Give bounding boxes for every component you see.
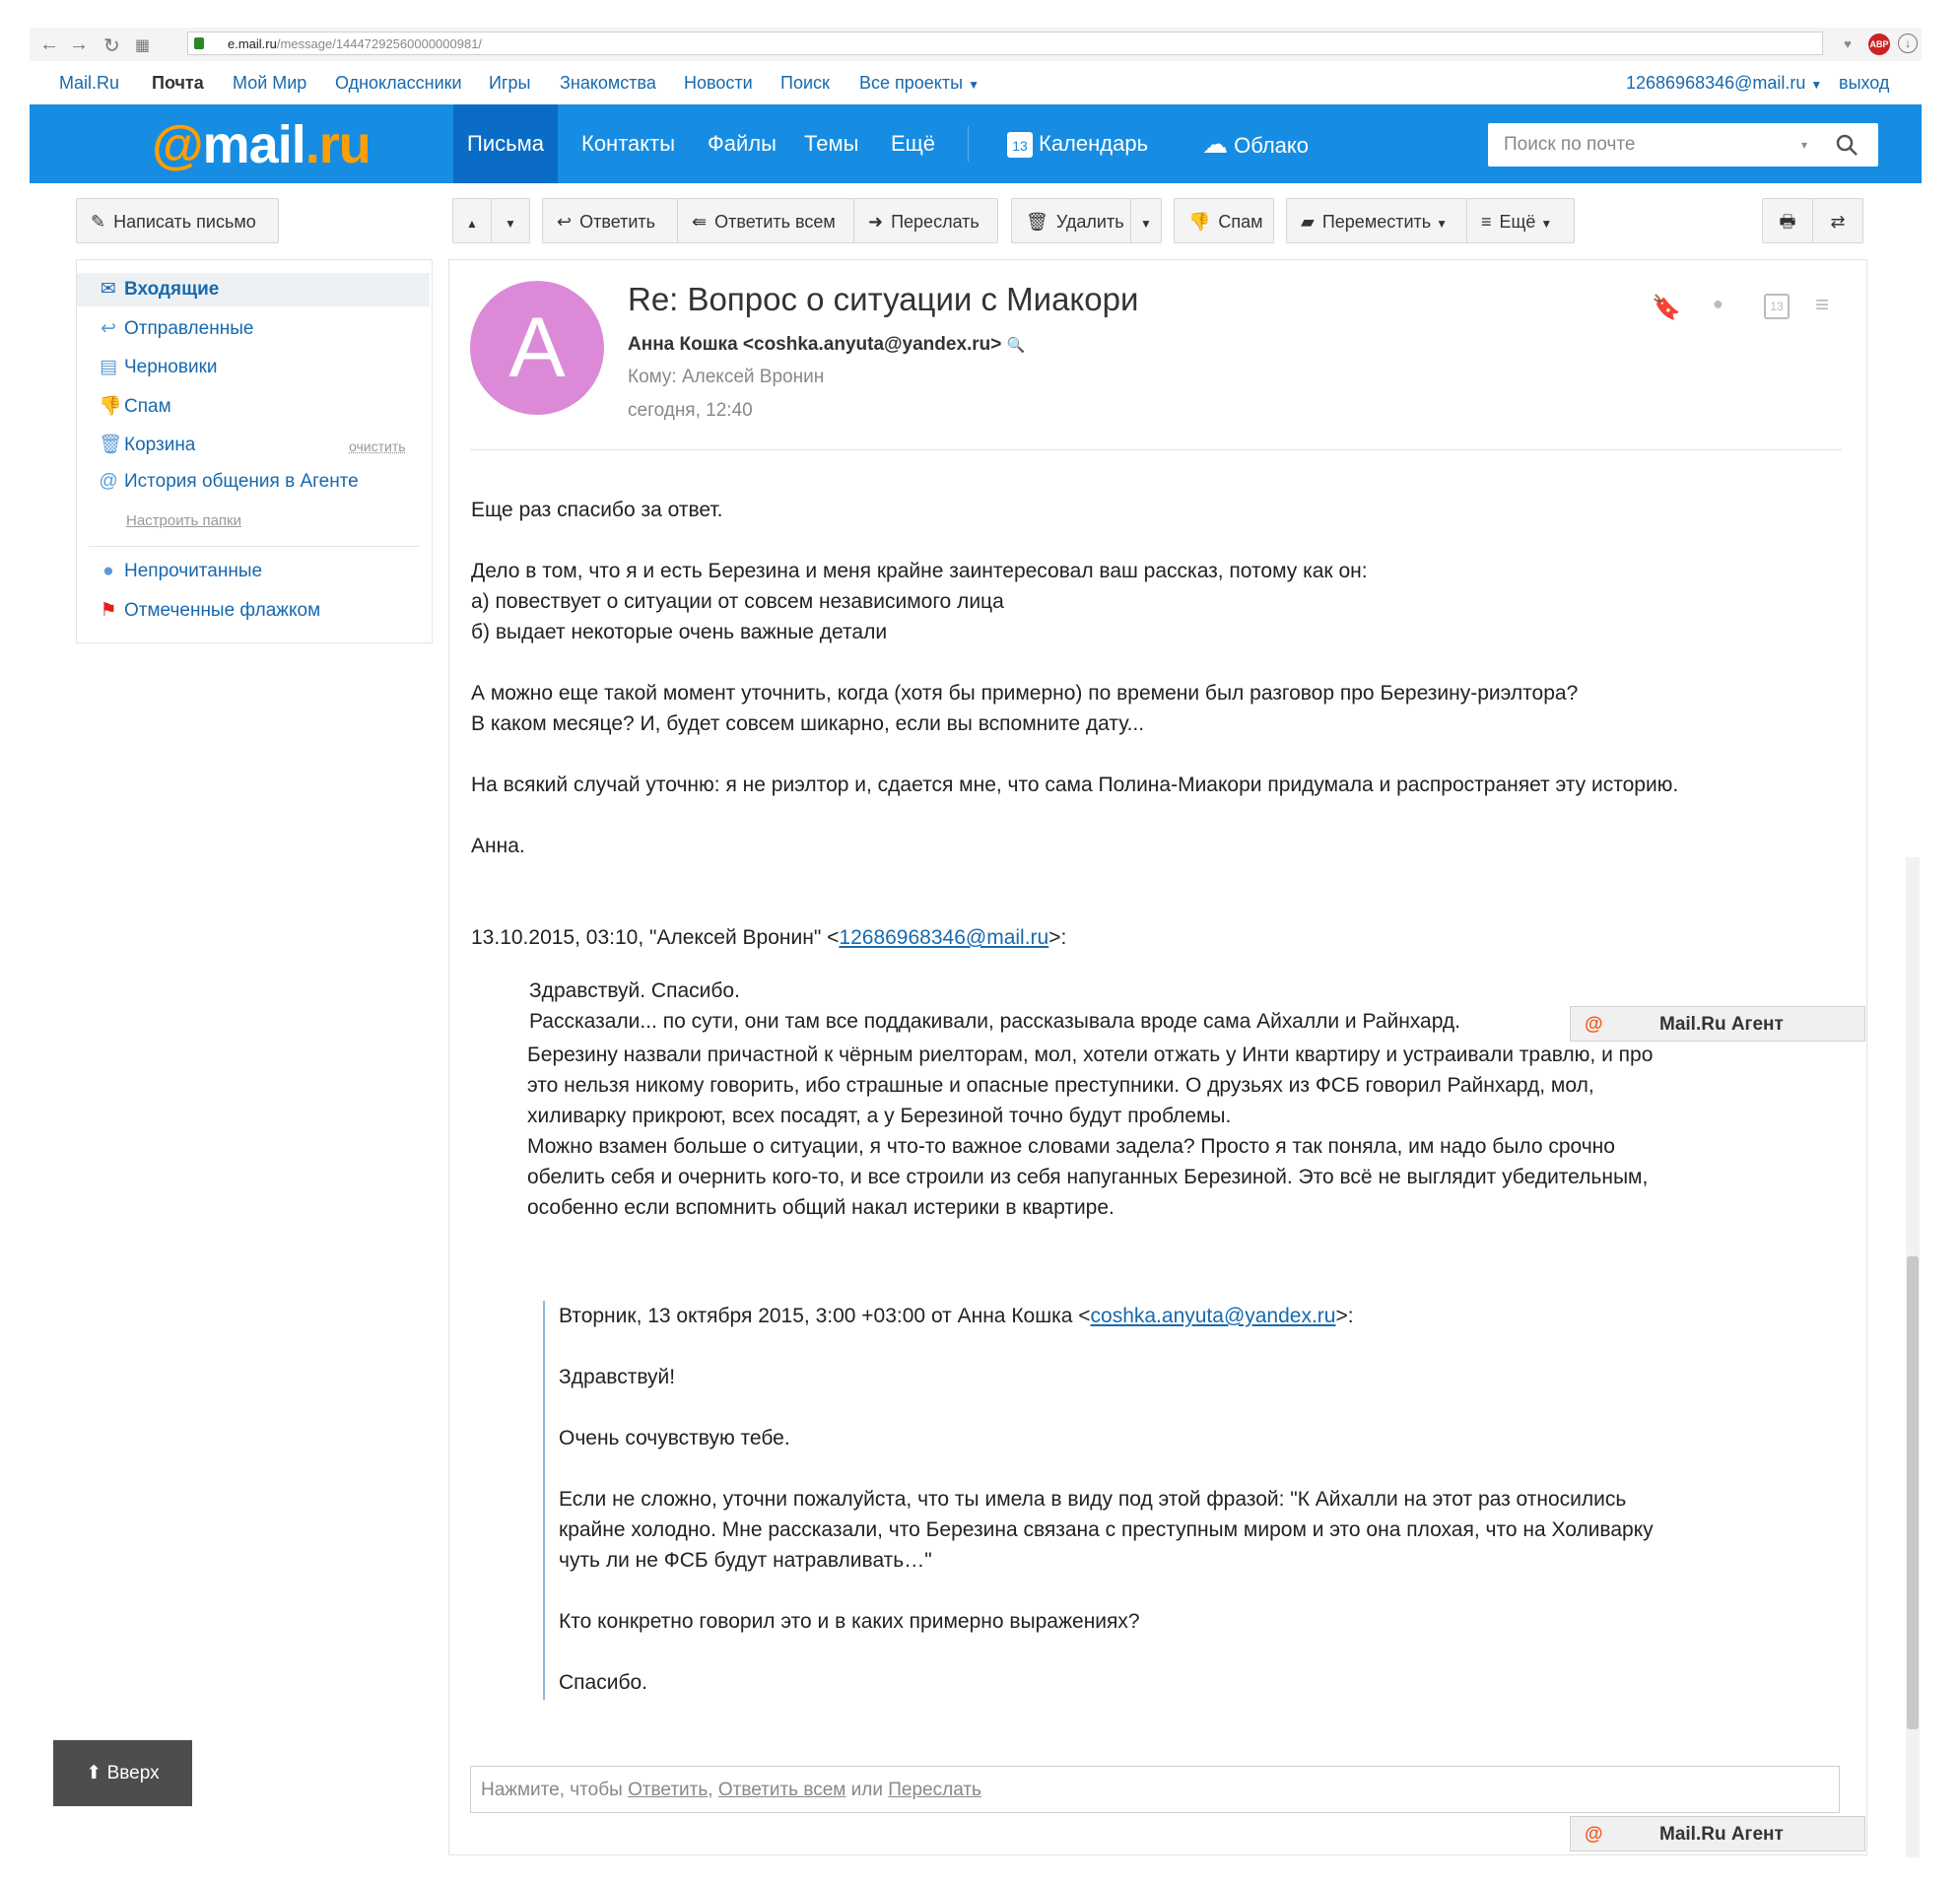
up-label: Вверх: [106, 1763, 160, 1784]
header-divider: [968, 126, 969, 162]
logo-mail: mail: [202, 115, 305, 174]
move-button[interactable]: [1286, 198, 1467, 243]
body-line: Анна.: [471, 835, 525, 857]
nav-faily[interactable]: Файлы: [708, 131, 777, 156]
portal-link-igry[interactable]: Игры: [489, 73, 531, 93]
chevron-down-icon: ▼: [1540, 217, 1553, 231]
logo-at: @: [152, 115, 203, 174]
calendar-icon: 13: [1007, 132, 1033, 158]
reply-all-label: Ответить всем: [714, 212, 836, 232]
delete-button[interactable]: [1011, 198, 1131, 243]
reply-label: Ответить: [579, 212, 656, 232]
reply-prefix: Нажмите, чтобы: [481, 1780, 623, 1800]
portal-link-mailru[interactable]: Mail.Ru: [59, 73, 120, 93]
body-line: На всякий случай уточню: я не риэлтор и, сдается мне, что сама Полина-Миакори придумала и распространяет эту историю.: [471, 774, 1679, 796]
search-placeholder: Поиск по почте: [1504, 134, 1636, 155]
delete-label: Удалить: [1055, 212, 1124, 232]
heart-icon[interactable]: ♥: [1844, 36, 1852, 51]
quote1-email-link[interactable]: 12686968346@mail.ru: [839, 926, 1049, 949]
clear-trash-link[interactable]: очистить: [349, 438, 406, 454]
portal-link-moy-mir[interactable]: Мой Мир: [233, 73, 307, 93]
nav-eshche[interactable]: Ещё: [891, 131, 936, 156]
quote2-line: крайне холодно. Мне рассказали, что Березина связана с преступным миром и это она плохая, что на Холиварку: [559, 1518, 1654, 1541]
filter-label: Непрочитанные: [124, 561, 263, 581]
quote1-line: Здравствуй. Спасибо.: [529, 979, 740, 1002]
body-line: В каком месяце? И, будет совсем шикарно, если вы вспомните дату...: [471, 712, 1145, 735]
portal-link-poisk[interactable]: Поиск: [780, 73, 830, 93]
agent-at-icon: @: [1585, 1014, 1603, 1035]
scrollbar-thumb[interactable]: [1907, 1256, 1919, 1729]
chevron-down-icon: ▼: [968, 78, 980, 92]
agent-label: Mail.Ru Агент: [1659, 1824, 1784, 1845]
folder-spam[interactable]: [99, 394, 171, 418]
envelope-icon: ✉: [101, 279, 116, 300]
folder-label: Черновики: [124, 357, 218, 377]
quote1-line: обелить себя и очернить кого-то, и все строили из себя напуганных Березиной. Это всё не выглядит убедительным,: [527, 1166, 1649, 1188]
compose-label: Написать письмо: [113, 212, 256, 232]
next-message-button[interactable]: [491, 198, 530, 243]
folder-agent-history[interactable]: [99, 471, 359, 493]
lock-icon: [194, 37, 204, 49]
portal-link-novosti[interactable]: Новости: [684, 73, 753, 93]
portal-bar: [30, 61, 1922, 104]
printer-icon: 🖶: [1779, 212, 1796, 232]
agent-widget[interactable]: [1570, 1006, 1865, 1042]
at-icon: @: [99, 471, 118, 492]
scroll-up-button[interactable]: [53, 1740, 192, 1806]
forward-button[interactable]: [853, 198, 998, 243]
configure-folders-link[interactable]: Настроить папки: [126, 512, 241, 529]
body-line: Дело в том, что я и есть Березина и меня крайне заинтересовал ваш рассказ, потому как он:: [471, 560, 1368, 582]
folder-label: Отправленные: [124, 318, 254, 339]
agent-widget[interactable]: [1570, 1816, 1865, 1851]
portal-link-odnoklassniki[interactable]: Одноклассники: [335, 73, 462, 93]
print-button[interactable]: [1762, 198, 1813, 243]
portal-link-pochta[interactable]: Почта: [152, 73, 204, 93]
chevron-down-icon: ▼: [1810, 78, 1823, 92]
logo-ru: .ru: [304, 115, 371, 174]
more-button[interactable]: [1466, 198, 1575, 243]
swap-icon: ⇄: [1830, 212, 1846, 232]
body-line: А можно еще такой момент уточнить, когда (хотя бы примерно) по времени был разговор про Березину-риэлтора?: [471, 682, 1579, 705]
chevron-down-icon: ▼: [1140, 217, 1152, 231]
body-line: б) выдает некоторые очень важные детали: [471, 621, 888, 643]
trash-icon: 🗑: [99, 435, 123, 455]
layout-toggle-button[interactable]: [1812, 198, 1863, 243]
quote2-line: Спасибо.: [559, 1671, 647, 1694]
agent-label: Mail.Ru Агент: [1659, 1014, 1784, 1035]
quote2-line: Очень сочувствую тебе.: [559, 1427, 790, 1449]
nav-temy[interactable]: Темы: [804, 131, 859, 156]
filter-flagged[interactable]: [99, 599, 320, 622]
trash-icon: 🗑: [1026, 212, 1048, 232]
calendar-icon[interactable]: 13: [1764, 294, 1790, 319]
reply-icon: ↩: [101, 318, 116, 339]
nav-cloud[interactable]: [1188, 104, 1322, 183]
sidebar-divider: [89, 546, 420, 547]
arrow-up-icon: ⬆: [86, 1763, 102, 1784]
reply-separator: ,: [708, 1780, 713, 1800]
portal-link-all-projects[interactable]: [859, 73, 980, 94]
sender-address: Анна Кошка <coshka.anyuta@yandex.ru>: [628, 334, 1002, 355]
menu-lines-icon[interactable]: ≡: [1815, 292, 1830, 318]
message-to: Кому: Алексей Вронин: [628, 367, 825, 387]
download-icon[interactable]: ↓: [1898, 34, 1918, 53]
quick-reply-box[interactable]: [470, 1766, 1840, 1813]
mail-header: [30, 104, 1922, 183]
magnifier-icon[interactable]: 🔍: [1006, 337, 1026, 354]
quote1-line: Березину назвали причастной к чёрным риелторам, мол, хотели отжать у Инти квартиру и устраивали травлю, и про: [527, 1043, 1654, 1066]
agent-at-icon: @: [1585, 1824, 1603, 1845]
nav-calendar[interactable]: [993, 104, 1162, 183]
quote2-header: [559, 1301, 1354, 1331]
reply-all-icon: ⇚: [692, 212, 708, 232]
folders-sidebar: [76, 259, 433, 643]
compose-button[interactable]: [76, 198, 279, 243]
quick-reply-all-link[interactable]: Ответить всем: [717, 1780, 846, 1800]
message-subject: Re: Вопрос о ситуации с Миакори: [628, 281, 1139, 317]
quote2-line: Если не сложно, уточни пожалуйста, что ты имела в виду под этой фразой: "К Айхалли на этот раз относились: [559, 1488, 1627, 1511]
folder-label: Спам: [124, 396, 171, 417]
thumbs-down-icon: 👎: [99, 396, 122, 417]
flag-icon: ⚑: [100, 600, 117, 621]
quote-header-text: 13.10.2015, 03:10, "Алексей Вронин" <: [471, 926, 840, 949]
menu-lines-icon: ≡: [1481, 212, 1492, 232]
adblock-icon[interactable]: ABP: [1868, 34, 1890, 55]
pencil-icon: ✎: [91, 212, 106, 232]
account-email: 12686968346@mail.ru: [1626, 73, 1806, 93]
message-date: сегодня, 12:40: [628, 400, 753, 421]
quote1-line: Рассказали... по сути, они там все поддакивали, рассказывала вроде сама Айхалли и Райнхард.: [529, 1010, 1461, 1033]
folder-label: Входящие: [124, 279, 220, 300]
quote1-line: хиливарку прикроют, всех посадят, а у Березиной точно будут проблемы.: [527, 1105, 1232, 1127]
all-projects-label: Все проекты: [859, 73, 964, 93]
arrow-up-icon: ▲: [466, 217, 478, 231]
folder-trash[interactable]: [99, 433, 195, 456]
account-menu[interactable]: [1626, 73, 1822, 94]
folder-icon: ▰: [1301, 212, 1315, 232]
quote2-line: Здравствуй!: [559, 1366, 676, 1388]
quick-forward-link[interactable]: Переслать: [888, 1780, 981, 1800]
filter-unread[interactable]: [99, 561, 262, 582]
url-path: /message/14447292560000000981/: [276, 36, 483, 51]
body-line: а) повествует о ситуации от совсем независимого лица: [471, 590, 1004, 613]
folder-drafts[interactable]: [99, 356, 218, 378]
spam-label: Спам: [1218, 212, 1263, 232]
folder-sent[interactable]: [99, 317, 253, 340]
quote1-line: особенно если вспомнить общий накал истерики в квартире.: [527, 1196, 1115, 1219]
chevron-down-icon[interactable]: ▾: [1801, 138, 1808, 152]
forward-arrow-icon[interactable]: →: [69, 34, 89, 55]
sender-avatar: А: [470, 281, 604, 415]
quote-bar: [543, 1301, 545, 1700]
quote1-header: [471, 922, 1066, 953]
mail-search-input[interactable]: [1488, 123, 1878, 167]
forward-icon: ➜: [868, 212, 884, 232]
quote-header-text: >:: [1335, 1305, 1354, 1327]
back-arrow-icon[interactable]: ←: [39, 34, 59, 55]
portal-link-znakomstva[interactable]: Знакомства: [560, 73, 656, 93]
quote2-line: чуть ли не ФСБ будут натравливать…": [559, 1549, 932, 1572]
forward-label: Переслать: [891, 212, 980, 232]
mailru-logo[interactable]: [152, 114, 371, 175]
reload-icon[interactable]: ↻: [103, 35, 120, 57]
bookmark-icon[interactable]: 🔖: [1652, 295, 1681, 321]
reply-icon: ↩: [557, 212, 573, 232]
message-from[interactable]: [628, 334, 1025, 356]
chevron-down-icon: ▼: [1436, 217, 1449, 231]
spam-button[interactable]: [1174, 198, 1274, 243]
dot-icon: ●: [102, 561, 114, 581]
nav-kontakty[interactable]: Контакты: [581, 131, 676, 156]
header-divider: [470, 449, 1842, 450]
nav-pisma[interactable]: Письма: [453, 104, 558, 183]
read-status-icon[interactable]: ●: [1713, 294, 1723, 313]
folder-inbox[interactable]: [77, 273, 430, 306]
reply-all-button[interactable]: [677, 198, 854, 243]
quote1-line: Можно взамен больше о ситуации, я что-то важное словами задела? Просто я так поняла, им надо было срочно: [527, 1135, 1615, 1158]
reply-or: или: [850, 1780, 883, 1800]
quote2-line: Кто конкретно говорил это и в каких примерно выражениях?: [559, 1610, 1140, 1633]
apps-grid-icon[interactable]: ▦: [135, 37, 151, 54]
cloud-label: Облако: [1234, 133, 1310, 158]
quote2-email-link[interactable]: coshka.anyuta@yandex.ru: [1090, 1305, 1336, 1327]
more-label: Ещё: [1499, 212, 1536, 232]
prev-message-button[interactable]: [452, 198, 492, 243]
calendar-label: Календарь: [1039, 131, 1149, 156]
delete-dropdown-button[interactable]: [1130, 198, 1162, 243]
quote-header-text: >:: [1048, 926, 1067, 949]
folder-label: История общения в Агенте: [124, 471, 359, 492]
quick-reply-link[interactable]: Ответить: [628, 1780, 709, 1800]
quote1-line: это нельзя никому говорить, ибо страшные и опасные преступники. О друзьях из ФСБ говорил Райнхард, мол,: [527, 1074, 1594, 1097]
search-icon[interactable]: [1835, 133, 1859, 157]
logout-link[interactable]: выход: [1839, 73, 1890, 93]
body-line: Еще раз спасибо за ответ.: [471, 499, 723, 521]
filter-label: Отмеченные флажком: [124, 600, 321, 621]
document-icon: ▤: [100, 357, 117, 377]
move-label: Переместить: [1321, 212, 1432, 232]
url-host: e.mail.ru: [228, 36, 277, 51]
thumbs-down-icon: 👎: [1188, 212, 1211, 232]
reply-button[interactable]: [542, 198, 678, 243]
address-bar[interactable]: [187, 32, 1823, 55]
arrow-down-icon: ▼: [505, 217, 516, 231]
quote-header-text: Вторник, 13 октября 2015, 3:00 +03:00 от Анна Кошка <: [559, 1305, 1091, 1327]
folder-label: Корзина: [124, 435, 196, 455]
cloud-icon: ☁: [1202, 129, 1228, 159]
browser-toolbar: [30, 28, 1922, 62]
